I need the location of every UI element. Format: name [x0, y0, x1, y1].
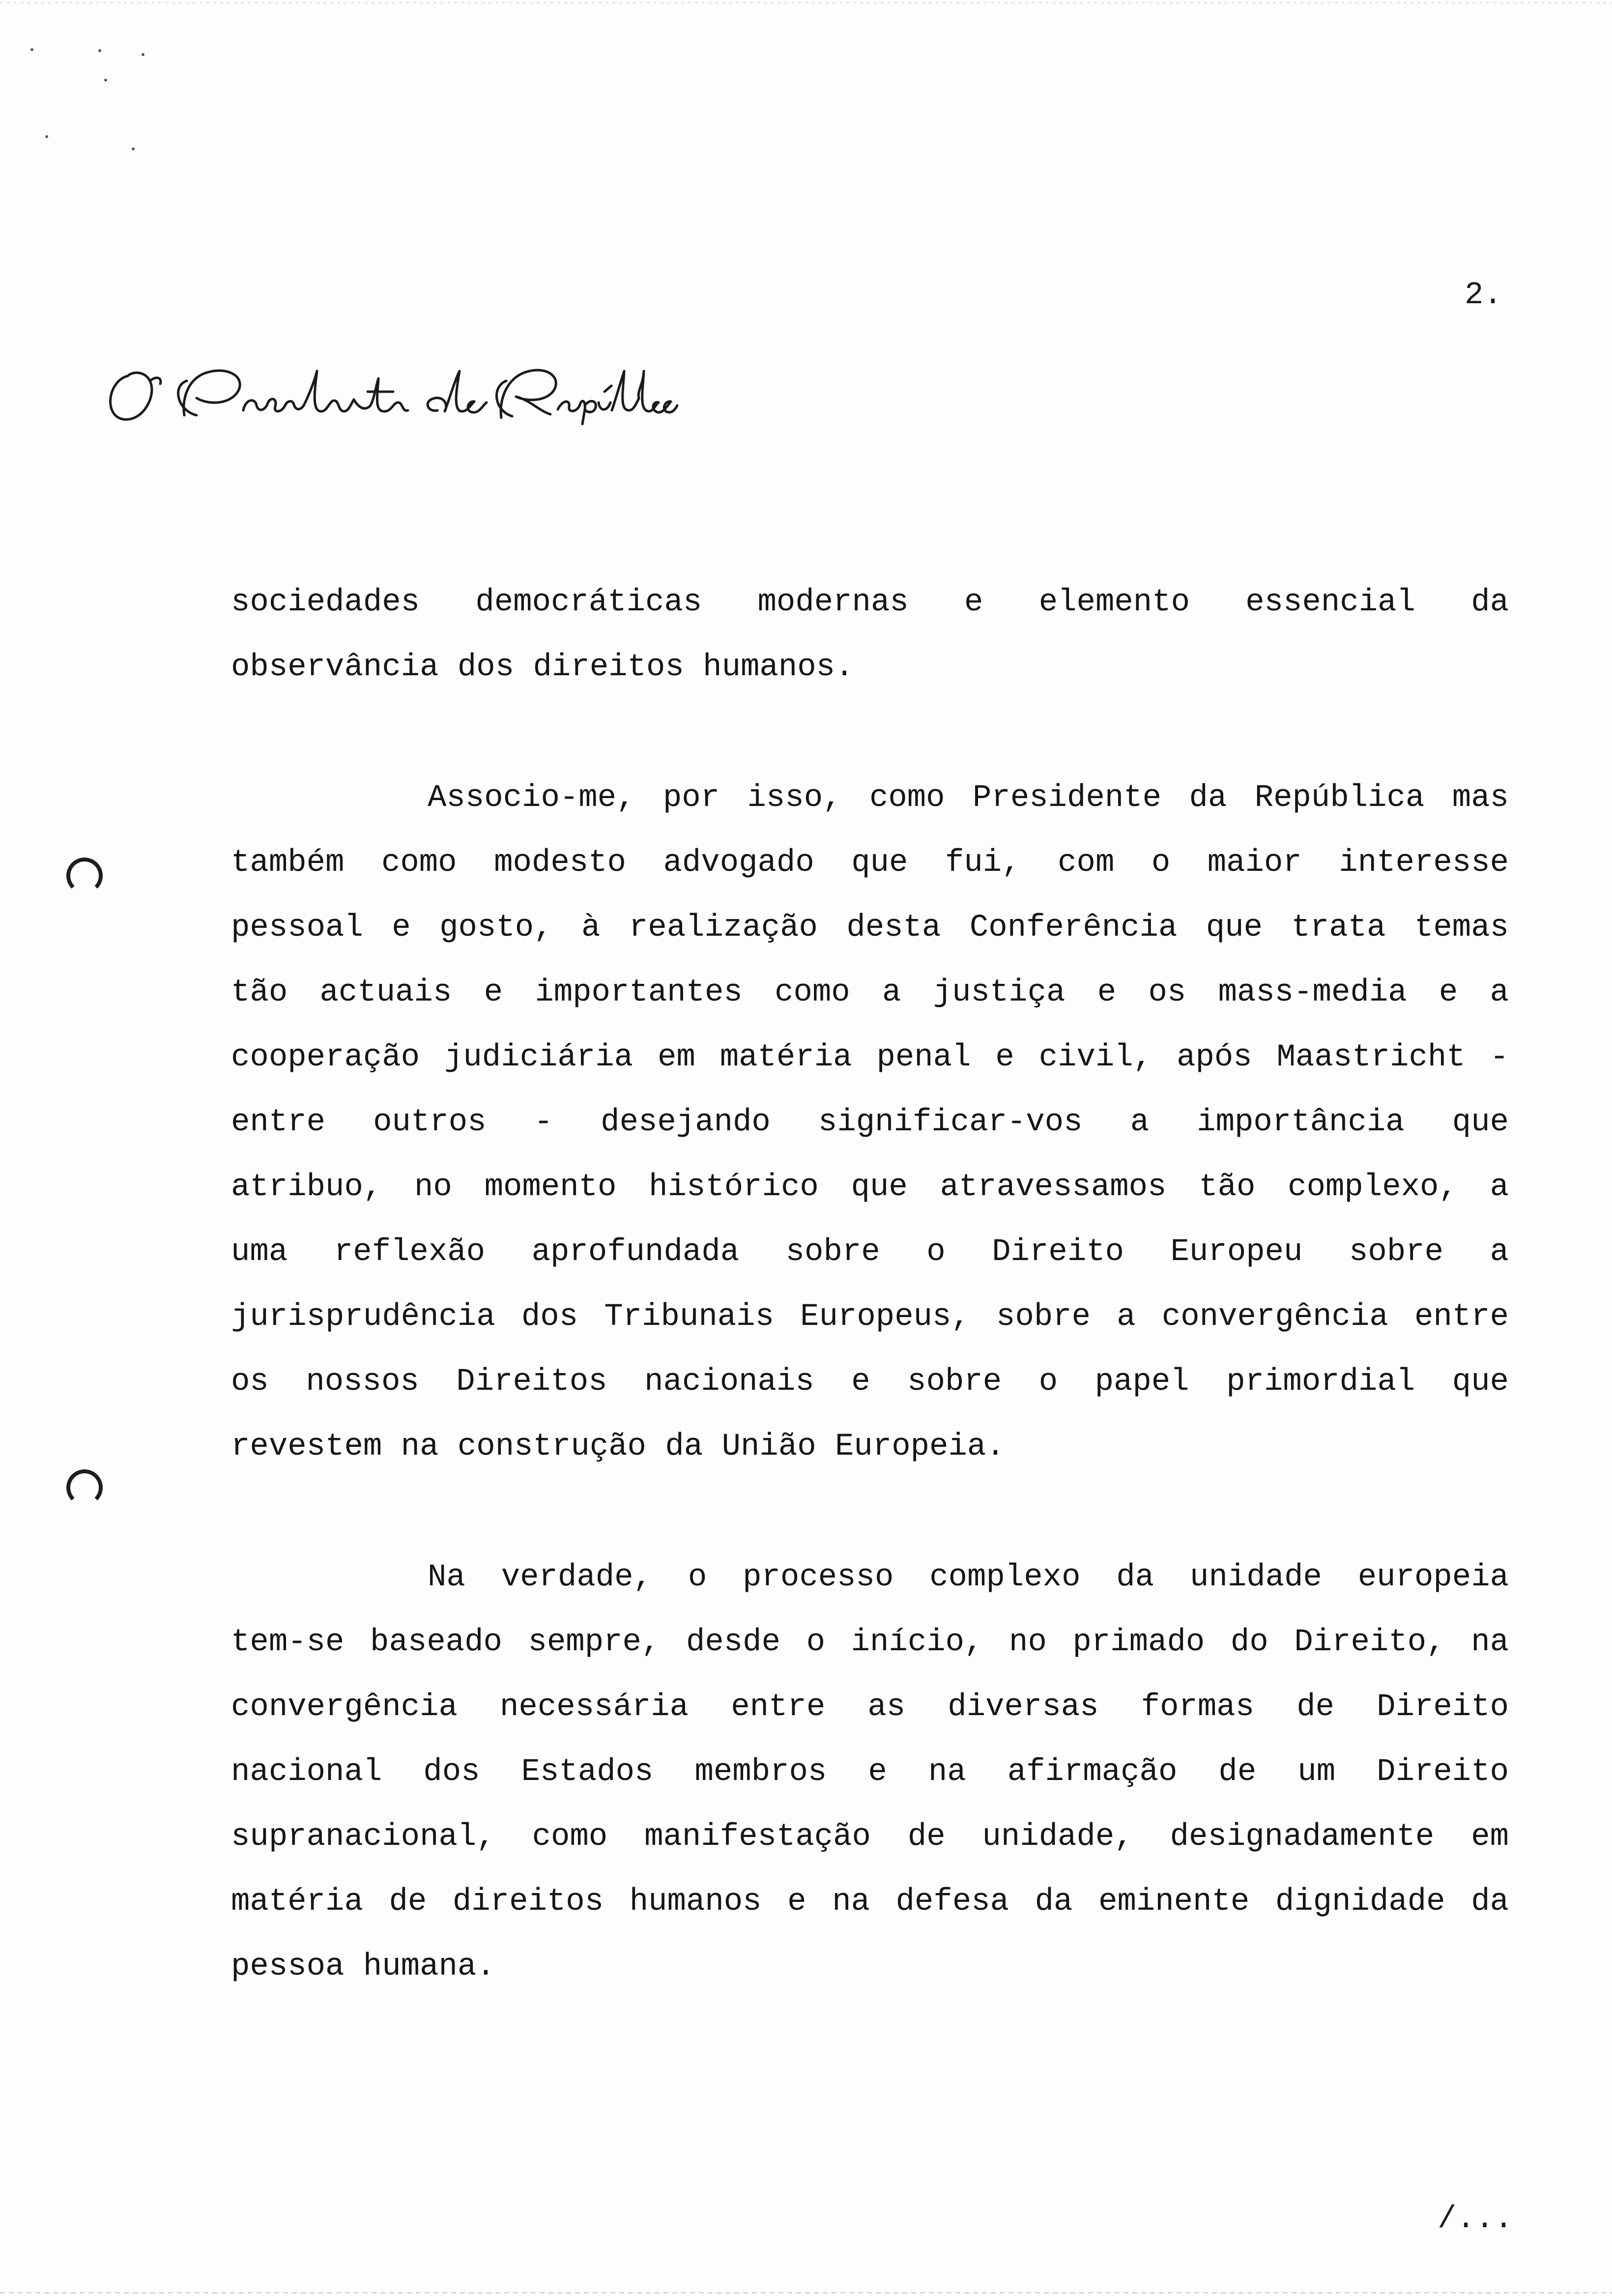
text-line: Associo-me, por isso, como Presidente da República mas [428, 780, 1509, 816]
text-line: atribuo, no momento histórico que atravessamos tão complexo, a [231, 1170, 1509, 1205]
paragraph-continuation [231, 570, 1509, 700]
text-line: pessoa humana. [231, 1949, 495, 1984]
text-line: tão actuais e importantes como a justiça e os mass-media e a [231, 975, 1509, 1010]
text-line: pessoal e gosto, à realização desta Conferência que trata temas [231, 910, 1509, 946]
scan-speck [142, 53, 144, 56]
punch-hole-mark [66, 858, 103, 894]
text-line: tem-se baseado sempre, desde o início, no primado do Direito, na [231, 1625, 1509, 1660]
text-line: os nossos Direitos nacionais e sobre o papel primordial que [231, 1364, 1509, 1400]
letterhead-script-logo [98, 351, 678, 425]
text-line: nacional dos Estados membros e na afirmação de um Direito [231, 1754, 1509, 1790]
text-line: supranacional, como manifestação de unidade, designadamente em [231, 1819, 1509, 1855]
page-number: 2. [1465, 278, 1502, 313]
text-line: também como modesto advogado que fui, com o maior interesse [231, 845, 1509, 881]
letter-body [231, 570, 1509, 1999]
scan-speck [98, 49, 101, 52]
text-line: jurisprudência dos Tribunais Europeus, sobre a convergência entre [231, 1299, 1509, 1335]
text-line: revestem na construção da União Europeia. [231, 1429, 1005, 1464]
paragraph-na-verdade [231, 1545, 1509, 1999]
text-line: cooperação judiciária em matéria penal e civil, após Maastricht - [231, 1040, 1509, 1075]
scan-speck [132, 147, 135, 150]
text-line: convergência necessária entre as diversas formas de Direito [231, 1690, 1509, 1725]
text-line: matéria de direitos humanos e na defesa da eminente dignidade da [231, 1884, 1509, 1920]
punch-hole-mark [66, 1469, 103, 1506]
text-line: sociedades democráticas modernas e elemento essencial da [231, 585, 1509, 620]
scan-speck [45, 135, 48, 138]
scan-speck [30, 48, 33, 51]
text-line: observância dos direitos humanos. [231, 650, 854, 685]
paragraph-associo [231, 766, 1509, 1479]
scan-speck [104, 79, 107, 82]
continuation-mark: /... [1438, 2202, 1513, 2237]
text-line: uma reflexão aprofundada sobre o Direito Europeu sobre a [231, 1234, 1509, 1270]
text-line: entre outros - desejando significar-vos a importância que [231, 1105, 1509, 1140]
scan-bottom-edge [0, 2292, 1612, 2294]
scan-top-edge [0, 2, 1612, 3]
text-line: Na verdade, o processo complexo da unidade europeia [428, 1560, 1509, 1595]
